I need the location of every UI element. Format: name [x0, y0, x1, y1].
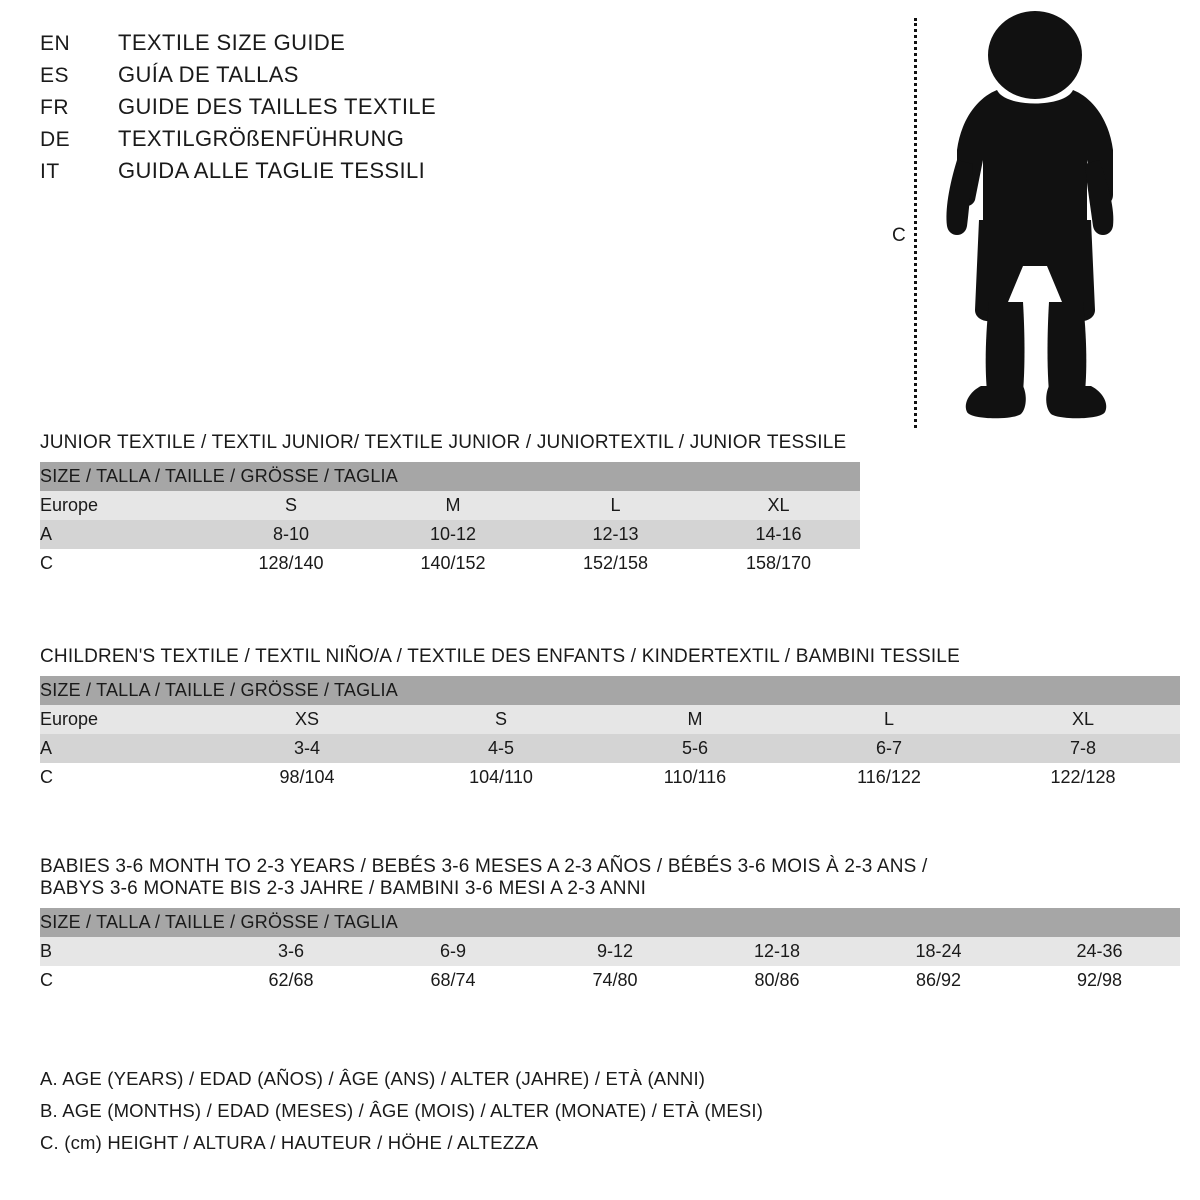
size-header-label: SIZE / TALLA / TAILLE / GRÖSSE / TAGLIA — [40, 908, 1180, 937]
footnotes — [40, 1068, 1140, 1164]
cell-value: 62/68 — [210, 966, 372, 995]
language-code: ES — [40, 64, 70, 87]
size-header-label: SIZE / TALLA / TAILLE / GRÖSSE / TAGLIA — [40, 462, 860, 491]
section-title: JUNIOR TEXTILE / TEXTIL JUNIOR/ TEXTILE JUNIOR / JUNIORTEXTIL / JUNIOR TESSILE — [40, 432, 847, 453]
height-measure-line — [914, 18, 917, 428]
cell-value: 24-36 — [1019, 937, 1180, 966]
table-row — [40, 705, 1180, 734]
cell-value: 128/140 — [210, 549, 372, 578]
language-code: DE — [40, 128, 71, 151]
section-title — [40, 856, 1180, 900]
section-title-line2: BABYS 3-6 MONATE BIS 2-3 JAHRE / BAMBINI 3-6 MESI A 2-3 ANNI — [40, 878, 647, 899]
cell-value: 8-10 — [210, 520, 372, 549]
cell-value: 10-12 — [372, 520, 534, 549]
cell-value: 4-5 — [404, 734, 598, 763]
row-label: C — [40, 763, 210, 792]
row-label: Europe — [40, 491, 210, 520]
cell-value: 12-13 — [534, 520, 697, 549]
cell-value: 3-4 — [210, 734, 404, 763]
table-header-row — [40, 462, 860, 491]
cell-value: 86/92 — [858, 966, 1019, 995]
size-table-children — [40, 676, 1180, 792]
footnote-a: A. AGE (YEARS) / EDAD (AÑOS) / ÂGE (ANS) / ALTER (JAHRE) / ETÀ (ANNI) — [40, 1068, 706, 1089]
language-code: FR — [40, 96, 69, 119]
row-label: A — [40, 520, 210, 549]
toddler-silhouette-icon — [927, 10, 1142, 430]
table-row — [40, 734, 1180, 763]
cell-value: 74/80 — [534, 966, 696, 995]
cell-value: 6-7 — [792, 734, 986, 763]
cell-value: XL — [697, 491, 860, 520]
cell-value: 140/152 — [372, 549, 534, 578]
cell-value: S — [404, 705, 598, 734]
table-row — [40, 549, 860, 578]
language-code: IT — [40, 160, 60, 183]
figure-area — [892, 10, 1152, 430]
section-junior — [40, 432, 860, 578]
language-title: TEXTILGRÖßENFÜHRUNG — [118, 126, 405, 151]
cell-value: 158/170 — [697, 549, 860, 578]
cell-value: XL — [986, 705, 1180, 734]
footnote-b: B. AGE (MONTHS) / EDAD (MESES) / ÂGE (MOIS) / ALTER (MONATE) / ETÀ (MESI) — [40, 1100, 764, 1121]
cell-value: 14-16 — [697, 520, 860, 549]
cell-value: M — [372, 491, 534, 520]
table-header-row — [40, 676, 1180, 705]
language-row — [40, 126, 860, 158]
cell-value: 7-8 — [986, 734, 1180, 763]
cell-value: 68/74 — [372, 966, 534, 995]
table-row — [40, 491, 860, 520]
table-header-row — [40, 908, 1180, 937]
section-children — [40, 646, 1180, 792]
cell-value: 9-12 — [534, 937, 696, 966]
language-row — [40, 158, 860, 190]
row-label: C — [40, 549, 210, 578]
language-title-block — [40, 30, 860, 190]
cell-value: 122/128 — [986, 763, 1180, 792]
language-title: GUIDE DES TAILLES TEXTILE — [118, 94, 437, 119]
row-label: B — [40, 937, 210, 966]
cell-value: 5-6 — [598, 734, 792, 763]
cell-value: 110/116 — [598, 763, 792, 792]
footnote-c: C. (cm) HEIGHT / ALTURA / HAUTEUR / HÖHE / ALTEZZA — [40, 1132, 539, 1153]
row-label: Europe — [40, 705, 210, 734]
language-title: GUÍA DE TALLAS — [118, 62, 299, 87]
row-label: C — [40, 966, 210, 995]
language-row — [40, 62, 860, 94]
cell-value: M — [598, 705, 792, 734]
cell-value: L — [792, 705, 986, 734]
height-measure-label: C — [892, 225, 906, 246]
cell-value: 98/104 — [210, 763, 404, 792]
cell-value: 104/110 — [404, 763, 598, 792]
cell-value: 3-6 — [210, 937, 372, 966]
language-row — [40, 30, 860, 62]
cell-value: 80/86 — [696, 966, 858, 995]
section-title: CHILDREN'S TEXTILE / TEXTIL NIÑO/A / TEXTILE DES ENFANTS / KINDERTEXTIL / BAMBINI TESSILE — [40, 646, 960, 667]
cell-value: L — [534, 491, 697, 520]
table-row — [40, 937, 1180, 966]
cell-value: XS — [210, 705, 404, 734]
cell-value: 12-18 — [696, 937, 858, 966]
cell-value: 92/98 — [1019, 966, 1180, 995]
cell-value: S — [210, 491, 372, 520]
table-row — [40, 966, 1180, 995]
section-title-line1: BABIES 3-6 MONTH TO 2-3 YEARS / BEBÉS 3-6 MESES A 2-3 AÑOS / BÉBÉS 3-6 MOIS À 2-3 ANS / — [40, 856, 928, 877]
section-babies — [40, 856, 1180, 995]
language-row — [40, 94, 860, 126]
size-table-babies — [40, 908, 1180, 995]
language-code: EN — [40, 32, 71, 55]
cell-value: 116/122 — [792, 763, 986, 792]
table-row — [40, 520, 860, 549]
row-label: A — [40, 734, 210, 763]
cell-value: 152/158 — [534, 549, 697, 578]
cell-value: 18-24 — [858, 937, 1019, 966]
cell-value: 6-9 — [372, 937, 534, 966]
language-title: GUIDA ALLE TAGLIE TESSILI — [118, 158, 426, 183]
size-header-label: SIZE / TALLA / TAILLE / GRÖSSE / TAGLIA — [40, 676, 1180, 705]
size-table-junior — [40, 462, 860, 578]
language-title: TEXTILE SIZE GUIDE — [118, 30, 346, 55]
table-row — [40, 763, 1180, 792]
